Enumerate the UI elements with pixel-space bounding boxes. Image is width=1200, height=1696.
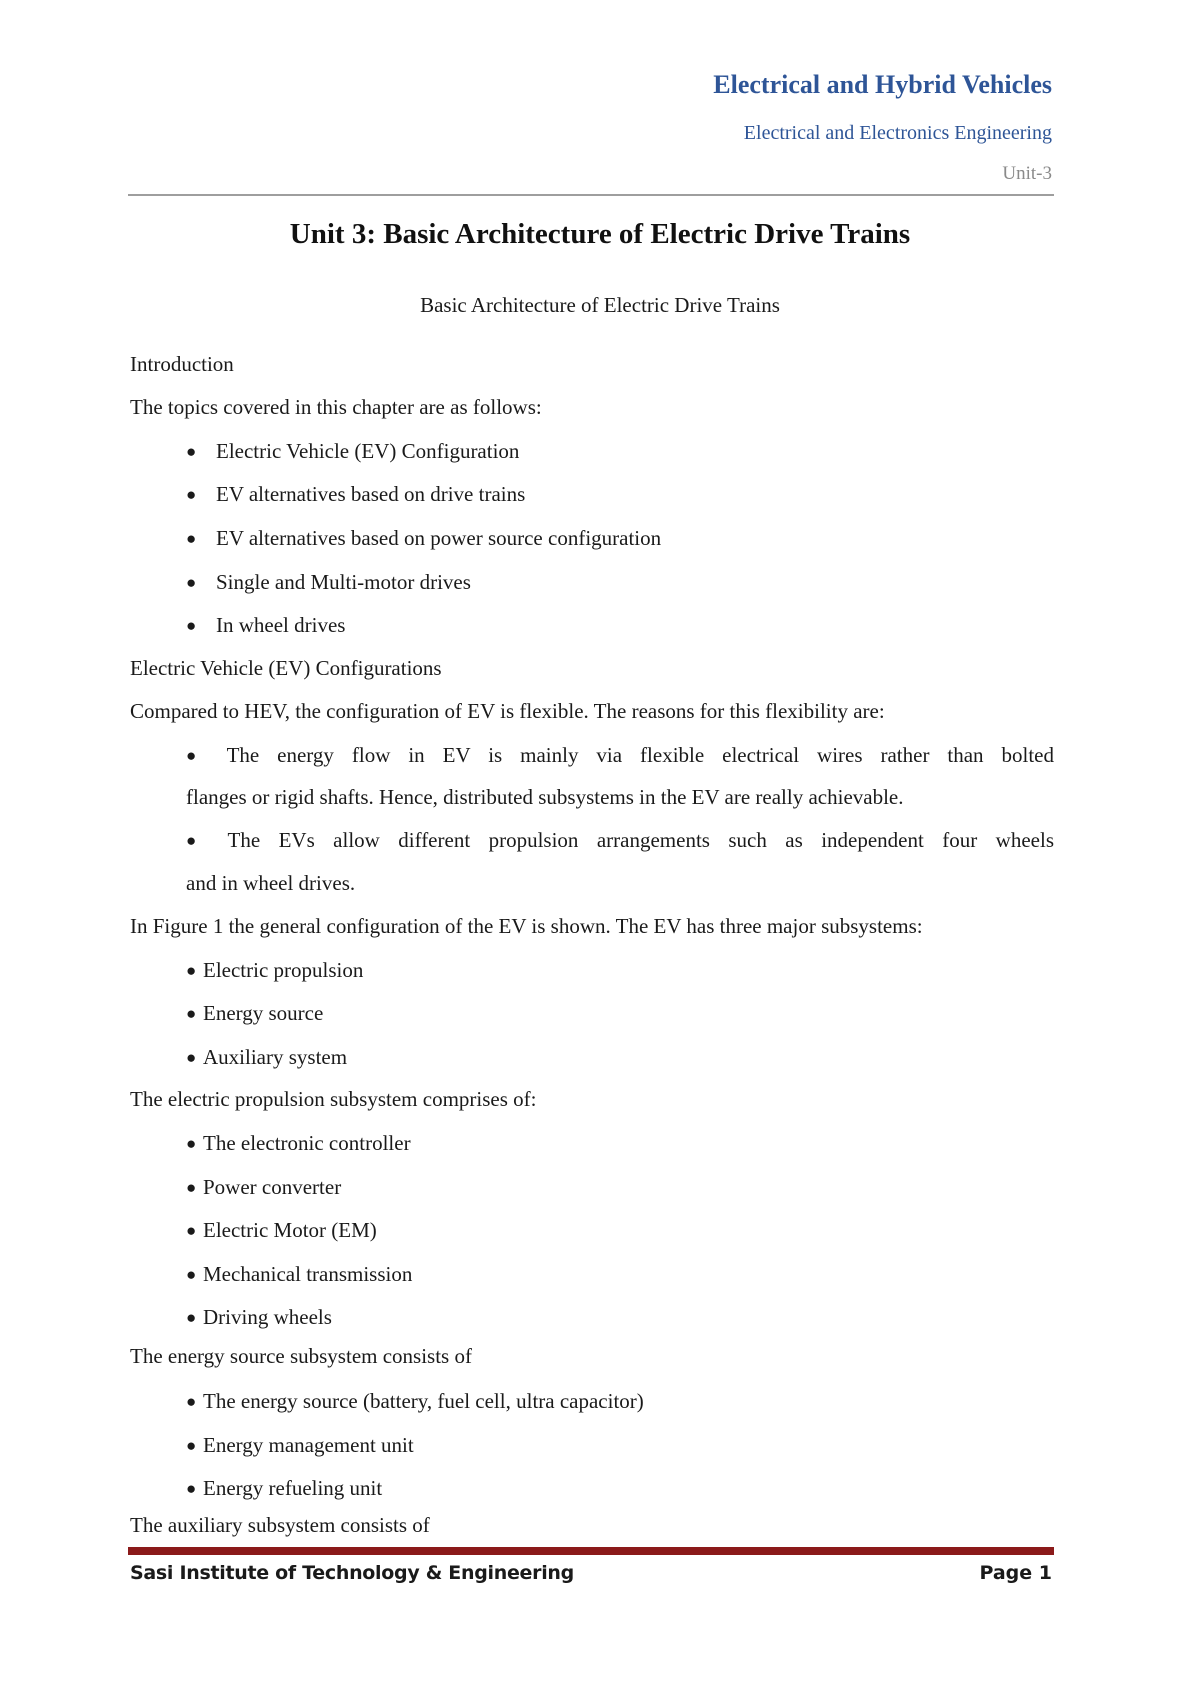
header-department: Electrical and Electronics Engineering bbox=[743, 122, 1052, 144]
bullet-icon: ● bbox=[186, 442, 197, 461]
flex-intro: Compared to HEV, the configuration of EV is flexible. The reasons for this flexibility are: bbox=[130, 699, 885, 723]
bullet-icon: ● bbox=[186, 1048, 197, 1067]
auxiliary-intro: The auxiliary subsystem consists of bbox=[130, 1513, 430, 1537]
page-title: Unit 3: Basic Architecture of Electric Drive Trains bbox=[289, 218, 911, 250]
bullet-icon: ● bbox=[186, 485, 197, 504]
list-item: ● Power converter bbox=[186, 1175, 342, 1199]
bullet-icon: ● bbox=[186, 529, 197, 548]
list-item: ● Single and Multi-motor drives bbox=[186, 570, 471, 594]
bullet-icon: ● bbox=[186, 746, 209, 765]
bullet-icon: ● bbox=[186, 1221, 197, 1240]
list-item: ● Driving wheels bbox=[186, 1305, 332, 1329]
bullet-icon: ● bbox=[186, 1392, 197, 1411]
propulsion-intro: The electric propulsion subsystem comprises of: bbox=[130, 1087, 537, 1111]
footer-page-number: Page 1 bbox=[979, 1562, 1052, 1584]
bullet-icon: ● bbox=[186, 1134, 197, 1153]
figure-intro: In Figure 1 the general configuration of the EV is shown. The EV has three major subsystems: bbox=[130, 914, 923, 938]
list-item: ● Energy refueling unit bbox=[186, 1476, 383, 1500]
list-item: ● EV alternatives based on power source configuration bbox=[186, 526, 662, 550]
bullet-icon: ● bbox=[186, 1178, 197, 1197]
list-item: ● In wheel drives bbox=[186, 613, 346, 637]
bullet-icon: ● bbox=[186, 573, 197, 592]
bullet-icon: ● bbox=[186, 831, 210, 850]
bullet-icon: ● bbox=[186, 1004, 197, 1023]
list-item: ● The energy flow in EV is mainly via flexible electrical wires rather than bolted bbox=[186, 743, 1054, 767]
header-course-title: Electrical and Hybrid Vehicles bbox=[713, 70, 1052, 99]
list-item: ● EV alternatives based on drive trains bbox=[186, 482, 526, 506]
bullet-icon: ● bbox=[186, 961, 197, 980]
list-item: ● The EVs allow different propulsion arrangements such as independent four wheels bbox=[186, 828, 1054, 852]
list-item: ● The electronic controller bbox=[186, 1131, 411, 1155]
header-divider bbox=[128, 194, 1054, 196]
energy-intro: The energy source subsystem consists of bbox=[130, 1344, 472, 1368]
bullet-icon: ● bbox=[186, 1436, 197, 1455]
footer-divider bbox=[128, 1547, 1054, 1555]
footer-institute: Sasi Institute of Technology & Engineering bbox=[130, 1562, 574, 1584]
bullet-icon: ● bbox=[186, 1265, 197, 1284]
list-item: ● Auxiliary system bbox=[186, 1045, 348, 1069]
list-item: ● Electric Motor (EM) bbox=[186, 1218, 377, 1242]
list-item-continuation: flanges or rigid shafts. Hence, distributed subsystems in the EV are really achievable. bbox=[186, 785, 904, 809]
list-item: ● The energy source (battery, fuel cell, ultra capacitor) bbox=[186, 1389, 644, 1413]
config-heading: Electric Vehicle (EV) Configurations bbox=[130, 656, 442, 680]
page-subtitle: Basic Architecture of Electric Drive Trains bbox=[420, 293, 780, 317]
intro-heading: Introduction bbox=[130, 352, 234, 376]
bullet-icon: ● bbox=[186, 616, 197, 635]
list-item: ● Mechanical transmission bbox=[186, 1262, 413, 1286]
list-item: ● Energy source bbox=[186, 1001, 324, 1025]
list-item: ● Electric propulsion bbox=[186, 958, 364, 982]
list-item: ● Electric Vehicle (EV) Configuration bbox=[186, 439, 520, 463]
bullet-icon: ● bbox=[186, 1308, 197, 1327]
bullet-icon: ● bbox=[186, 1479, 197, 1498]
list-item-continuation: and in wheel drives. bbox=[186, 871, 356, 895]
header-unit: Unit-3 bbox=[1002, 163, 1052, 184]
topics-intro: The topics covered in this chapter are as follows: bbox=[130, 395, 542, 419]
list-item: ● Energy management unit bbox=[186, 1433, 414, 1457]
